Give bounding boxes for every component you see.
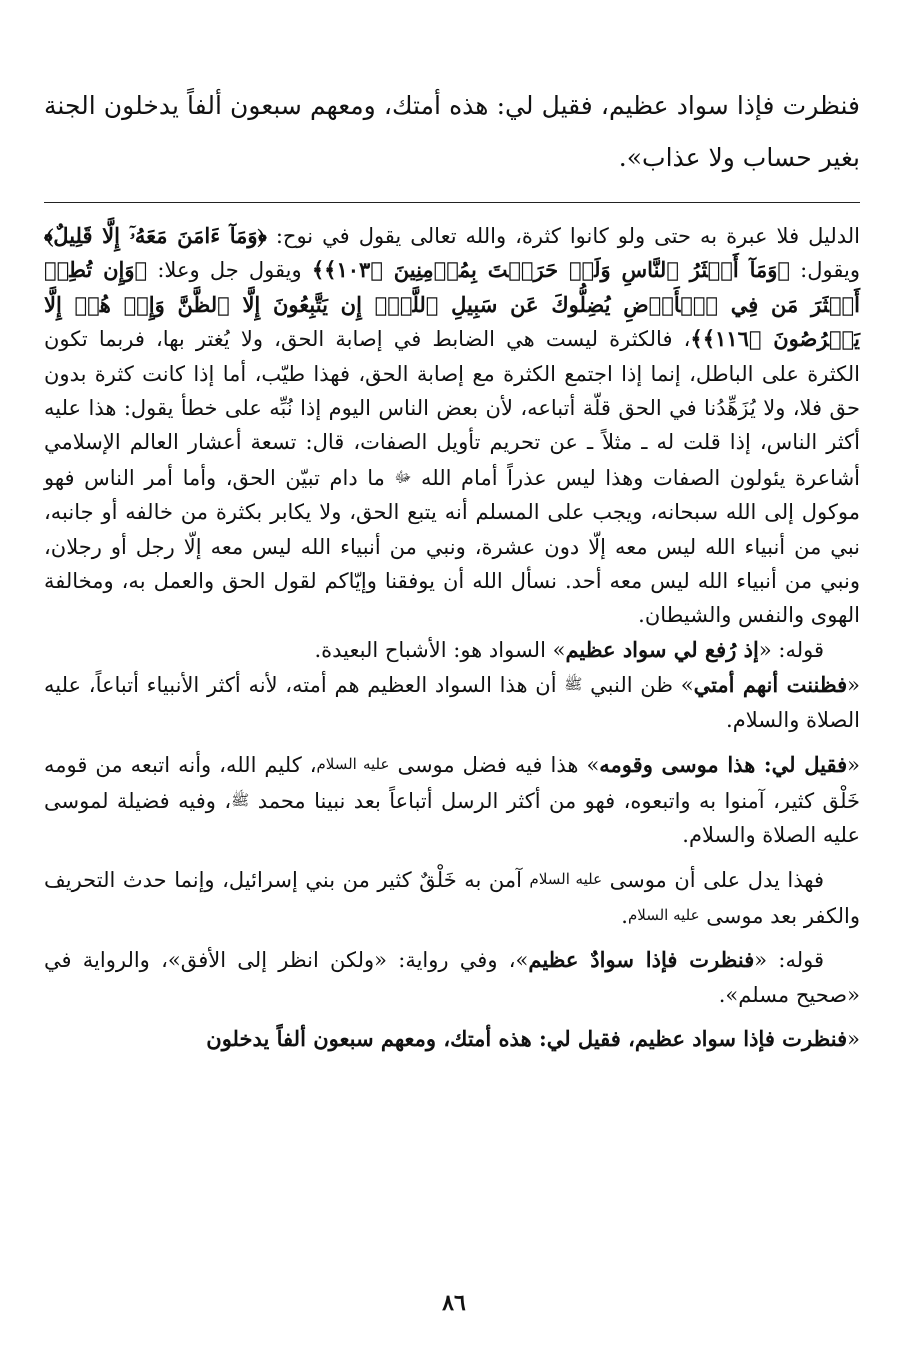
text-run: »، وفي رواية: «ولكن انظر إلى الأفق»، والرواية في «صحيح مسلم».: [44, 948, 860, 1007]
quoted-phrase: فنظرت فإذا سواد عظيم، فقيل لي: هذه أمتك، ومعهم سبعون ألفاً يدخلون: [206, 1025, 848, 1051]
text-run: » ظن النبي: [582, 673, 694, 698]
hadith-continuation: فنظرت فإذا سواد عظيم، فقيل لي: هذه أمتك، ومعهم سبعون ألفاً يدخلون الجنة بغير حساب ولا عذاب».: [44, 91, 860, 172]
text-run: » هذا فيه فضل موسى: [389, 753, 600, 778]
text-run: «: [847, 673, 860, 698]
paragraph-quote-4: [44, 943, 860, 1012]
text-run: ما دام تبيّن الحق، وأما أمر الناس فهو موكول إلى الله سبحانه، ويجب على المسلم أنه يتبع الحق، ولا يكابر بكثرة من خالفه أو جانبه، نبي من أنبياء الله ليس معه إلّا دون عشرة، ونبي من أنبياء الله ليس معه إلّا رجل أو رجلان، ونبي من أنبياء الله ليس معه أحد. نسأل الله أن يوفقنا وإيّاكم لقول الحق والعمل به، ومخالفة الهوى والنفس والشيطان.: [44, 465, 860, 628]
honorific-glyph: عليه السلام: [316, 755, 390, 774]
text-run: قوله: «: [758, 637, 824, 662]
paragraph-musa: [44, 862, 860, 933]
text-run: ويقول:: [789, 258, 860, 283]
quoted-phrase: فنظرت فإذا سوادٌ عظيم: [528, 947, 755, 973]
paragraph-quote-3: [44, 747, 860, 852]
page-number: ٨٦: [442, 1290, 466, 1316]
separator-line: [44, 202, 860, 203]
text-run: فهذا يدل على أن موسى: [602, 868, 824, 893]
quran-verse: ﴿وَإِن تُطِعۡ أَكۡثَرَ مَن فِي ٱلۡأَرۡضِ يُضِلُّوكَ عَن سَبِيلِ ٱللَّهِۚ إِن يَتَّبِعُونَ إِلَّا ٱلظَّنَّ وَإِنۡ هُمۡ إِلَّا يَخۡرُصُونَ ﴿١١٦﴾﴾: [44, 257, 860, 352]
text-run: ، فالكثرة ليست هي الضابط في إصابة الحق، ولا يُغتر بها، فربما تكون الكثرة على الباطل، إنما إذا اجتمع الكثرة مع إصابة الحق، فهذا طيّب، أما إذا كانت كثرة بدون حق فلا، ولا يُزَهِّدُنا في الحق قلّة أتباعه، لأن بعض الناس اليوم إذا نُبِّه على خطأ يقول: هذا عليه أكثر الناس، إذا قلت له ـ مثلاً ـ عن تحريم تأويل الصفات، قال: تسعة أعشار العالم الإسلامي أشاعرة يئولون الصفات وهذا ليس عذراً أمام الله: [44, 327, 860, 490]
paragraph-evidence: [44, 219, 860, 633]
honorific-glyph: عليه السلام: [627, 905, 700, 924]
text-run: «: [847, 753, 860, 778]
quoted-phrase: فظننت أنهم أمتي: [693, 672, 848, 698]
text-run: قوله: «: [754, 948, 824, 973]
paragraph-quote-2: [44, 667, 860, 737]
text-run: ، كليم الله، وأنه اتبعه من قومه خَلْق كثير، آمنوا به واتبعوه، فهو من أكثر الرسل أتباعاً بعد نبينا محمد: [44, 753, 860, 813]
quran-verse: ﴿وَمَآ أَكۡثَرُ ٱلنَّاسِ وَلَوۡ حَرَصۡتَ بِمُؤۡمِنِينَ ﴿١٠٣﴾﴾: [311, 257, 790, 283]
honorific-glyph: ﷺ: [564, 675, 583, 694]
text-run: » السواد هو: الأشباح البعيدة.: [314, 637, 566, 662]
honorific-glyph: عليه السلام: [529, 870, 603, 889]
text-run: «: [847, 1026, 860, 1051]
quoted-phrase: فقيل لي: هذا موسى وقومه: [599, 752, 848, 778]
text-run: ويقول جل وعلا:: [147, 258, 312, 283]
commentary: [44, 219, 860, 1056]
honorific-glyph: ﷺ: [231, 790, 250, 809]
quoted-phrase: إذ رُفع لي سواد عظيم: [565, 636, 759, 662]
honorific-glyph: ﷻ: [394, 467, 412, 486]
text-run: .: [621, 903, 628, 928]
quran-verse: ﴿وَمَآ ءَامَنَ مَعَهُۥٓ إِلَّا قَلِيلٌ﴾: [44, 223, 267, 248]
paragraph-quote-5: [44, 1022, 860, 1056]
text-run: ، وفيه فضيلة لموسى عليه الصلاة والسلام.: [44, 788, 860, 847]
paragraph-quote-1: [44, 633, 860, 667]
text-run: آمن به خَلْقٌ كثير من بني إسرائيل، وإنما حدث التحريف والكفر بعد موسى: [44, 868, 860, 928]
text-run: الدليل فلا عبرة به حتى ولو كانوا كثرة، والله تعالى يقول في نوح:: [266, 224, 860, 248]
text-run: أن هذا السواد العظيم هم أمته، لأنه أكثر الأنبياء أتباعاً، عليه الصلاة والسلام.: [44, 673, 860, 732]
